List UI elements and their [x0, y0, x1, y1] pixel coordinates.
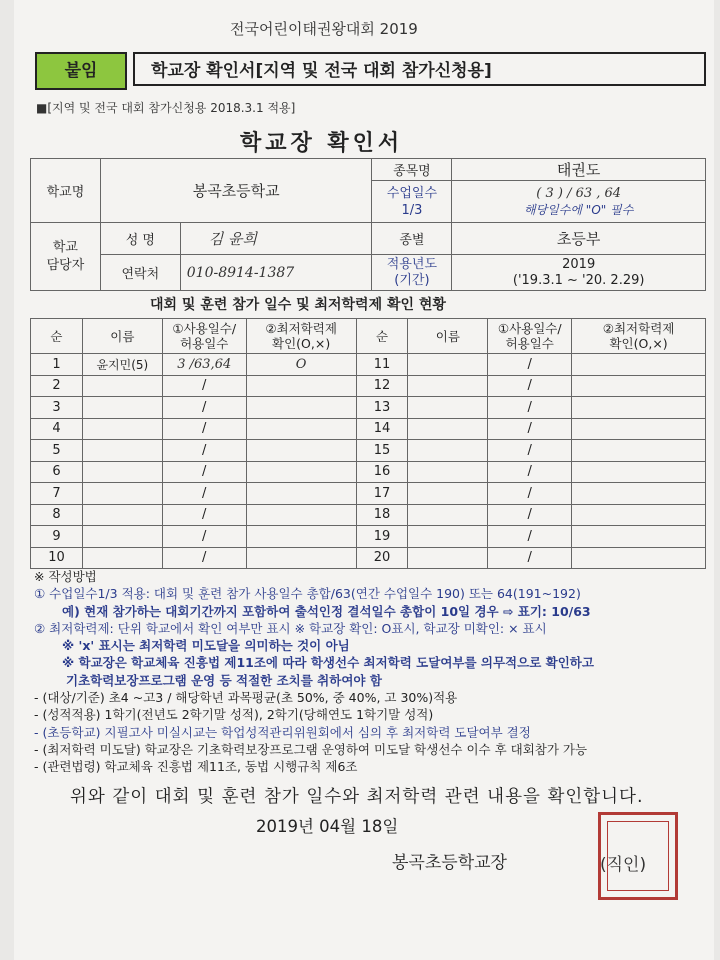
student-name — [82, 547, 162, 569]
class-days-value — [452, 181, 706, 223]
min-check — [246, 440, 356, 462]
days-value-right: / — [488, 375, 572, 397]
days-value: / — [162, 483, 246, 505]
category-value: 초등부 — [452, 223, 706, 255]
col-min — [246, 319, 356, 354]
row-number-right: 14 — [356, 418, 408, 440]
min-check — [246, 461, 356, 483]
name-label: 성 명 — [100, 223, 180, 255]
instruction-line: ※ 학교장은 학교체육 진흥법 제11조에 따라 학생선수 최저학력 도달여부를 의무적으로 확인하고 — [62, 655, 594, 671]
days-value: / — [162, 418, 246, 440]
instruction-line: - (관련법령) 학교체육 진흥법 제11조, 동법 시행규칙 제6조 — [34, 759, 358, 775]
col-days-right — [488, 319, 572, 354]
participation-table — [30, 318, 706, 569]
days-value-right: / — [488, 526, 572, 548]
row-number: 4 — [31, 418, 83, 440]
min-check — [246, 375, 356, 397]
apply-year: 2019 — [562, 256, 596, 272]
table-row — [31, 526, 706, 548]
attachment-badge: 붙임 — [35, 52, 127, 90]
col-name-right: 이름 — [408, 319, 488, 354]
class-days-label-line2: 1/3 — [401, 202, 423, 218]
table-row — [31, 375, 706, 397]
days-value: / — [162, 547, 246, 569]
days-value-right: / — [488, 440, 572, 462]
days-value: / — [162, 504, 246, 526]
instructions-heading: ※ 작성방법 — [34, 569, 97, 584]
school-name: 봉곡초등학교 — [100, 159, 372, 223]
min-check-right — [572, 375, 706, 397]
min-check — [246, 504, 356, 526]
student-name — [82, 483, 162, 505]
min-check — [246, 397, 356, 419]
teacher-label-line1: 학교 — [52, 239, 78, 255]
student-name-right — [408, 440, 488, 462]
row-number: 1 — [31, 354, 83, 376]
student-name — [82, 375, 162, 397]
min-check — [246, 418, 356, 440]
col-days-line1: ①사용일수/ — [172, 321, 237, 336]
min-check-right — [572, 547, 706, 569]
min-check-right — [572, 504, 706, 526]
min-check — [246, 526, 356, 548]
class-days-note: 해당일수에 "O" 필수 — [524, 202, 634, 217]
instruction-line: - (최저학력 미도달) 학교장은 기초학력보장프로그램 운영하여 미도달 학생선수 이수 후 대회참가 가능 — [34, 741, 588, 757]
table-row — [31, 397, 706, 419]
table-row — [31, 547, 706, 569]
student-name-right — [408, 483, 488, 505]
min-check-right — [572, 418, 706, 440]
days-value: / — [162, 526, 246, 548]
min-check-right — [572, 397, 706, 419]
days-value-right: / — [488, 504, 572, 526]
row-number-right: 13 — [356, 397, 408, 419]
event-title: 전국어린이태권왕대회 2019 — [230, 20, 418, 38]
col-days — [162, 319, 246, 354]
row-number: 3 — [31, 397, 83, 419]
days-value: / — [162, 375, 246, 397]
row-number-right: 11 — [356, 354, 408, 376]
issue-date: 2019년 04월 18일 — [256, 817, 399, 836]
document-title: 학교장 확인서 — [240, 131, 404, 156]
apply-period-value — [452, 255, 706, 291]
row-number: 7 — [31, 483, 83, 505]
instruction-line: - (성적적용) 1학기(전년도 2학기말 성적), 2학기(당해연도 1학기말 성적) — [34, 707, 434, 723]
min-check-right — [572, 440, 706, 462]
row-number: 8 — [31, 504, 83, 526]
student-name — [82, 461, 162, 483]
min-check-right — [572, 461, 706, 483]
min-check-right — [572, 483, 706, 505]
col-name: 이름 — [82, 319, 162, 354]
row-number: 2 — [31, 375, 83, 397]
days-value-right: / — [488, 547, 572, 569]
days-value: / — [162, 440, 246, 462]
days-value-right: / — [488, 461, 572, 483]
apply-label-line2: (기간) — [394, 272, 430, 288]
table-row — [31, 440, 706, 462]
table-header — [31, 319, 706, 354]
school-info-table — [30, 158, 706, 291]
col-min-right-line1: ②최저학력제 — [602, 321, 675, 336]
table-row — [31, 504, 706, 526]
row-number: 9 — [31, 526, 83, 548]
instructions — [34, 568, 704, 776]
status-title: 대회 및 훈련 참가 일수 및 최저학력제 확인 현황 — [150, 297, 446, 313]
days-value: 3 /63,64 — [162, 354, 246, 376]
row-number-right: 12 — [356, 375, 408, 397]
instruction-line: 기초학력보장프로그램 운영 등 적절한 조치를 취하여야 함 — [66, 672, 382, 688]
student-name-right — [408, 547, 488, 569]
days-value-right: / — [488, 354, 572, 376]
apply-period-label — [372, 255, 452, 291]
days-value-right: / — [488, 483, 572, 505]
instruction-line: - (초등학교) 지필고사 미실시교는 학업성적관리위원회에서 심의 후 최저학력 도달여부 결정 — [34, 724, 531, 740]
row-number-right: 15 — [356, 440, 408, 462]
table-row — [31, 418, 706, 440]
student-name — [82, 397, 162, 419]
col-days-right-line1: ①사용일수/ — [497, 321, 562, 336]
student-name — [82, 440, 162, 462]
principal-signature: 봉곡초등학교장 — [392, 853, 507, 873]
row-number-right: 17 — [356, 483, 408, 505]
box-title: 학교장 확인서[지역 및 전국 대회 참가신청용] — [133, 52, 706, 86]
class-days-label-line1: 수업일수 — [386, 185, 438, 201]
contact-label: 연락처 — [100, 255, 180, 291]
event-name: 태권도 — [452, 159, 706, 181]
student-name — [82, 504, 162, 526]
col-min-right-line2: 확인(O,×) — [609, 336, 668, 351]
contact-phone: 010-8914-1387 — [180, 255, 372, 291]
col-min-right — [572, 319, 706, 354]
student-name-right — [408, 397, 488, 419]
school-label: 학교명 — [31, 159, 101, 223]
col-min-line1: ②최저학력제 — [265, 321, 337, 336]
row-number-right: 20 — [356, 547, 408, 569]
table-row — [31, 461, 706, 483]
days-value: / — [162, 461, 246, 483]
table-row — [31, 354, 706, 376]
student-name-right — [408, 375, 488, 397]
row-number-right: 19 — [356, 526, 408, 548]
table-row — [31, 483, 706, 505]
apply-period: ('19.3.1 ~ '20. 2.29) — [512, 272, 645, 288]
min-check-right — [572, 526, 706, 548]
row-number: 5 — [31, 440, 83, 462]
min-check-right — [572, 354, 706, 376]
student-name-right — [408, 504, 488, 526]
student-name — [82, 418, 162, 440]
teacher-label — [31, 223, 101, 291]
col-no: 순 — [31, 319, 83, 354]
event-label: 종목명 — [372, 159, 452, 181]
min-check — [246, 483, 356, 505]
apply-label-line1: 적용년도 — [386, 256, 438, 272]
min-check — [246, 547, 356, 569]
col-days-line2: 허용일수 — [180, 336, 229, 351]
row-number-right: 18 — [356, 504, 408, 526]
teacher-label-line2: 담당자 — [46, 257, 85, 273]
seal-label: (직인) — [600, 855, 647, 875]
student-name-right — [408, 418, 488, 440]
student-name-right — [408, 354, 488, 376]
student-name — [82, 526, 162, 548]
teacher-name: 김 윤희 — [180, 223, 372, 255]
row-number: 10 — [31, 547, 83, 569]
confirmation-text: 위와 같이 대회 및 훈련 참가 일수와 최저학력 관련 내용을 확인합니다. — [70, 787, 644, 807]
instruction-line: 예) 현재 참가하는 대회기간까지 포함하여 출석인정 결석일수 총합이 10일 경우 ⇨ 표기: 10/63 — [62, 603, 591, 619]
row-number-right: 16 — [356, 461, 408, 483]
instruction-line: - (대상/기준) 초4 ~고3 / 해당학년 과목평균(초 50%, 중 40%, 고 30%)적용 — [34, 690, 458, 706]
col-days-right-line2: 허용일수 — [505, 336, 554, 351]
class-days-fraction: ( 3 ) / 63 , 64 — [536, 185, 622, 201]
row-number: 6 — [31, 461, 83, 483]
application-note: ■[지역 및 전국 대회 참가신청용 2018.3.1 적용] — [36, 101, 296, 115]
days-value: / — [162, 397, 246, 419]
days-value-right: / — [488, 397, 572, 419]
instruction-line: ① 수업일수1/3 적용: 대회 및 훈련 참가 사용일수 총합/63(연간 수업일수 190) 또는 64(191~192) — [34, 586, 581, 602]
student-name-right — [408, 526, 488, 548]
student-name: 윤지민(5) — [82, 354, 162, 376]
min-check: O — [246, 354, 356, 376]
days-value-right: / — [488, 418, 572, 440]
student-name-right — [408, 461, 488, 483]
col-min-line2: 확인(O,×) — [272, 336, 331, 351]
col-no-right: 순 — [356, 319, 408, 354]
category-label: 종별 — [372, 223, 452, 255]
instruction-line: ② 최저학력제: 단위 학교에서 확인 여부만 표시 ※ 학교장 확인: O표시, 학교장 미확인: × 표시 — [34, 620, 547, 636]
class-days-label — [372, 181, 452, 223]
instruction-line: ※ 'x' 표시는 최저학력 미도달을 의미하는 것이 아님 — [62, 638, 350, 654]
